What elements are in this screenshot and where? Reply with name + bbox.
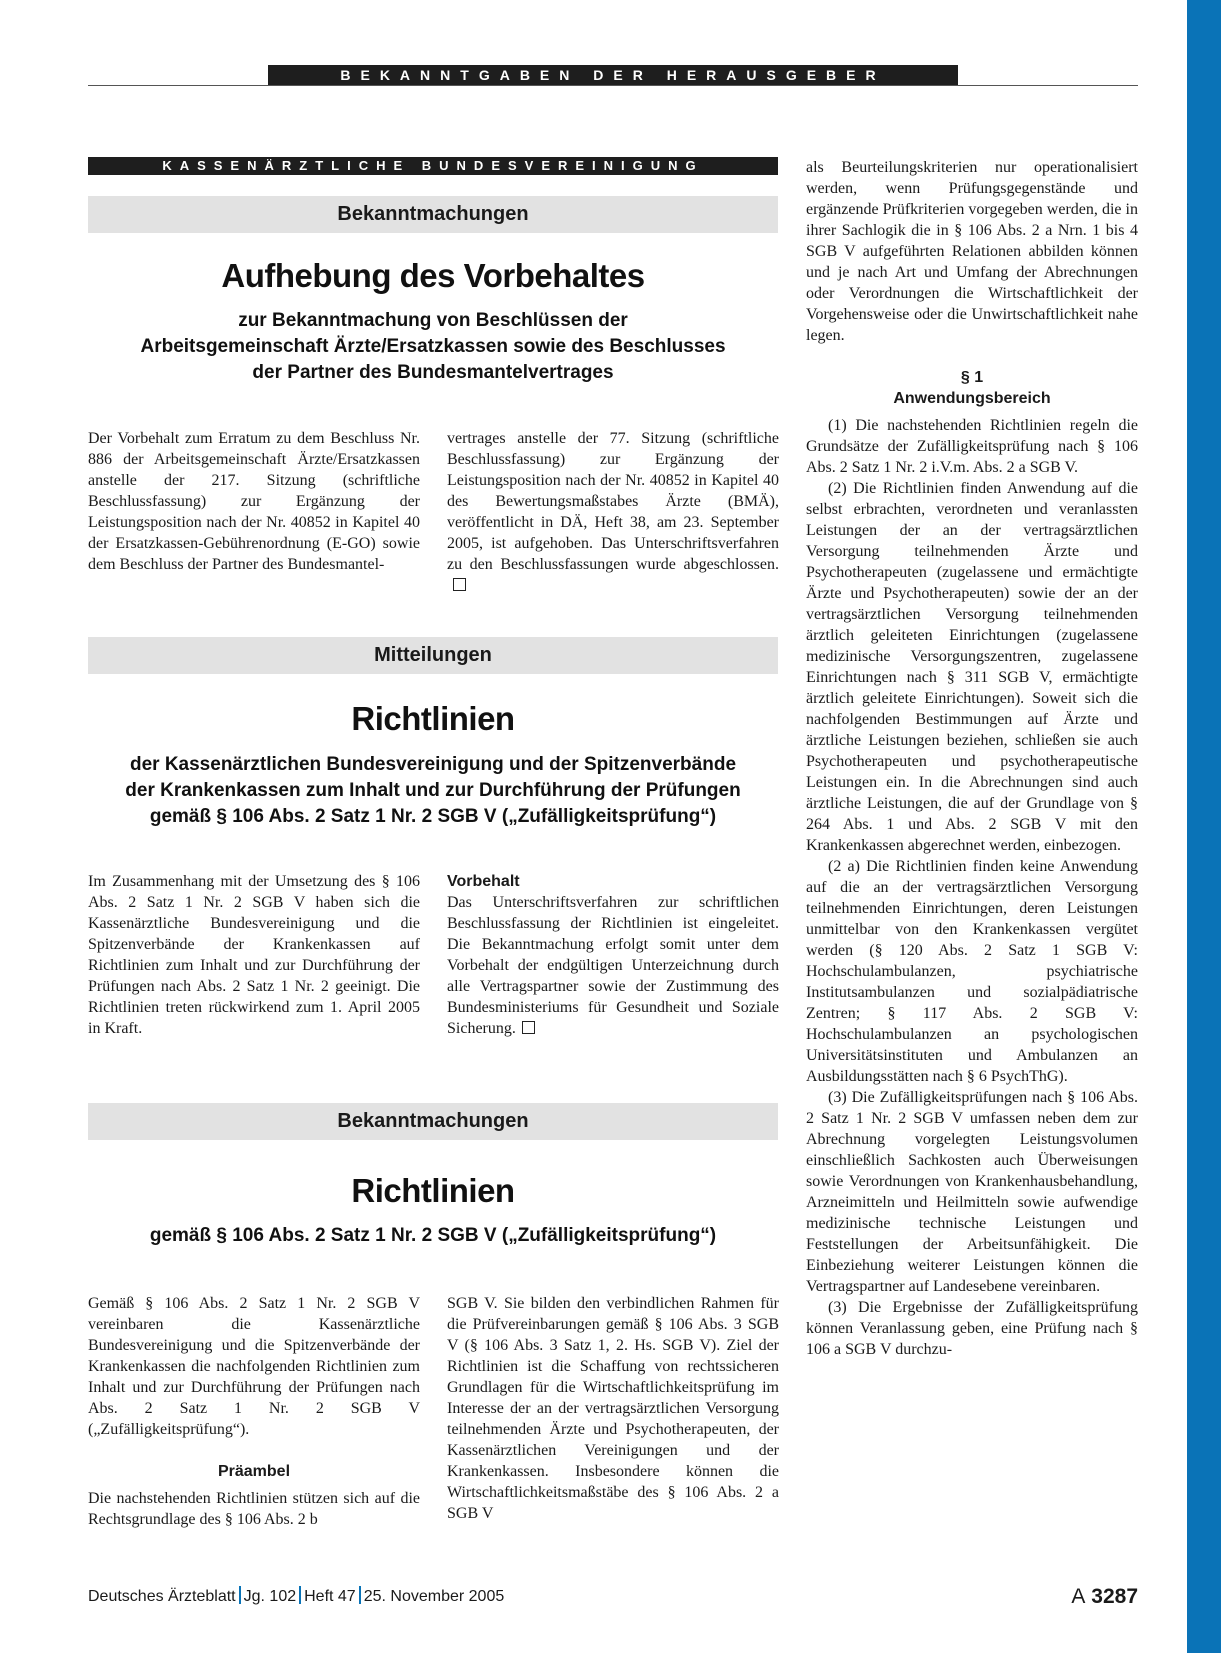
article-subtitle-aufhebung	[88, 308, 778, 386]
aufhebung-col1	[88, 428, 420, 575]
subtitle-line: Arbeitsgemeinschaft Ärzte/Ersatzkassen sowie des Beschlusses	[140, 336, 726, 357]
page-footer	[88, 1583, 1138, 1611]
paragraph-title: Anwendungsbereich	[893, 390, 1051, 407]
body-text: als Beurteilungskriterien nur operationalisiert werden, wenn Prüfungsgegenstände und ergänzende Prüfkriterien vorgegeben werden, die in ihrer Sachlogik die in § 106 Abs. 2 a Nrn. 1 bis 4 SGB V aufgeführten Relationen abbilden können und je nach Art und Umfang der Abrechnungen oder Verordnungen die Wirtschaftlichkeit der Vorgehensweise oder die Unwirtschaftlichkeit nahe legen.	[806, 159, 1138, 344]
end-mark-icon	[453, 578, 466, 591]
paragraph-number: § 1	[960, 369, 984, 386]
right-column	[806, 157, 1138, 1360]
journal-name: Deutsches Ärzteblatt	[88, 1588, 236, 1605]
praeambel-heading: Präambel	[217, 1463, 291, 1480]
richtlinien-col2	[447, 1293, 779, 1524]
volume: Jg. 102	[243, 1588, 297, 1605]
mitteilungen-col1	[88, 871, 420, 1039]
article-title-richtlinien-1: Richtlinien	[351, 700, 515, 737]
header-rule	[88, 85, 1138, 86]
issue-date: 25. November 2005	[363, 1588, 505, 1605]
body-text: SGB V. Sie bilden den verbindlichen Rahmen für die Prüfvereinbarungen gemäß § 106 Abs. 3 SGB V (§ 106 Abs. 3 Satz 1, 2. Hs. SGB V). Ziel der Richtlinien ist die Schaffung von rechtssicheren Grundlagen für die Wirtschaftlichkeitsprüfung im Interesse der an der vertragsärztlichen Versorgung teilnehmenden Ärzte und Psychotherapeuten, der Kassenärztlichen Vereinigungen und der Krankenkassen. Insbesondere können die Wirtschaftlichkeitsmaßstäbe des § 106 Abs. 2 a SGB V	[447, 1295, 779, 1522]
issue: Heft 47	[304, 1588, 356, 1605]
page-number	[1071, 1583, 1138, 1611]
subtitle-line: gemäß § 106 Abs. 2 Satz 1 Nr. 2 SGB V („Zufälligkeitsprüfung“)	[149, 806, 717, 827]
article-title-richtlinien-2: Richtlinien	[351, 1172, 515, 1209]
org-band: KASSENÄRZTLICHE BUNDESVEREINIGUNG	[88, 157, 778, 175]
article-title-aufhebung: Aufhebung des Vorbehaltes	[221, 257, 645, 294]
body-text: vertrages anstelle der 77. Sitzung (schriftliche Beschlussfassung) zur Ergänzung der Leistungsposition nach der Nr. 40852 in Kapitel 40 des Bewertungsmaßstabes Ärzte (BMÄ), veröffentlicht in DÄ, Heft 38, am 23. September 2005, ist aufgehoben. Das Unterschriftsverfahren zu den Beschlussfassungen wurde abgeschlossen.	[447, 430, 779, 573]
body-text: (2 a) Die Richtlinien finden keine Anwendung auf die an der vertragsärztlichen Versorgung teilnehmenden Einrichtungen, deren Leistungen unmittelbar von den Krankenkassen vergütet werden (§ 120 Abs. 2 Satz 1 SGB V: Hochschulambulanzen, psychiatrische Institutsambulanzen und sozialpädiatrische Zentren; § 117 Abs. 2 SGB V: Hochschulambulanzen an psychologischen Universitätsinstituten und Ambulanzen an Ausbildungsstätten nach § 6 PsychThG).	[806, 858, 1138, 1085]
blue-edge-strip	[1187, 0, 1221, 1653]
body-text: (3) Die Zufälligkeitsprüfungen nach § 106 Abs. 2 Satz 1 Nr. 2 SGB V umfassen neben dem zur Abrechnung vorgelegten Leistungsvolumen einschließlich Sachkosten auch Überweisungen sowie Verordnungen von Krankenhausbehandlung, Arzneimitteln und Heilmitteln sowie aufwendige medizinische technische Leistungen und Feststellungen der Arbeitsunfähigkeit. Die Einbeziehung weiterer Leistungen können die Vertragspartner auf Landesebene vereinbaren.	[806, 1089, 1138, 1295]
subtitle-line: zur Bekanntmachung von Beschlüssen der	[238, 310, 628, 331]
subtitle-line: gemäß § 106 Abs. 2 Satz 1 Nr. 2 SGB V („Zufälligkeitsprüfung“)	[149, 1225, 717, 1246]
body-text: (2) Die Richtlinien finden Anwendung auf die selbst erbrachten, verordneten und veranlassten Leistungen der an der vertragsärztlichen Versorgung teilnehmenden Ärzte und Psychotherapeuten (zugelassene und ermächtigte Ärzte und Psychotherapeuten) sowie der an der vertragsärztlichen Versorgung teilnehmenden ärztlich geleiteten Einrichtungen (zugelassene medizinische Versorgungszentren, zugelassene Einrichtungen nach § 311 SGB V, ermächtigte ärztlich geleitete Einrichtungen). Soweit sich die nachfolgenden Bestimmungen auf Ärzte und ärztliche Leistungen beziehen, schließen sie auch Psychotherapeuten und psychotherapeutische Leistungen ein. In die Abrechnungen sind auch ärztliche Leistungen, die auf der Grundlage von § 264 Abs. 1 und Abs. 2 SGB V mit den Krankenkassen abgerechnet werden, einbezogen.	[806, 480, 1138, 854]
page-prefix: A	[1071, 1585, 1086, 1608]
body-text: Im Zusammenhang mit der Umsetzung des § 106 Abs. 2 Satz 1 Nr. 2 SGB V haben sich die Kassenärztliche Bundesvereinigung und die Spitzenverbände der Krankenkassen auf Richtlinien zum Inhalt und zur Durchführung der Prüfungen nach Abs. 2 Satz 1 Nr. 2 geeinigt. Die Richtlinien treten rückwirkend zum 1. April 2005 in Kraft.	[88, 873, 420, 1037]
article-subtitle-richtlinien-2	[88, 1223, 778, 1249]
section-band-bekanntmachungen-2: Bekanntmachungen	[88, 1103, 778, 1140]
body-text: Gemäß § 106 Abs. 2 Satz 1 Nr. 2 SGB V vereinbaren die Kassenärztliche Bundesvereinigung und die Spitzenverbände der Krankenkassen die nachfolgenden Richtlinien zum Inhalt und zur Durchführung der Prüfungen nach Abs. 2 Satz 1 Nr. 2 SGB V („Zufälligkeitsprüfung“).	[88, 1295, 420, 1438]
footer-separator	[359, 1586, 361, 1604]
body-text: Die nachstehenden Richtlinien stützen sich auf die Rechtsgrundlage des § 106 Abs. 2 b	[88, 1490, 420, 1528]
subtitle-line: der Krankenkassen zum Inhalt und zur Durchführung der Prüfungen	[125, 780, 741, 801]
body-text: Das Unterschriftsverfahren zur schriftlichen Beschlussfassung der Richtlinien ist eingeleitet. Die Bekanntmachung erfolgt somit unter dem Vorbehalt der endgültigen Unterzeichnung durch alle Vertragspartner sowie der Zustimmung des Bundesministeriums für Gesundheit und Soziale Sicherung.	[447, 894, 779, 1037]
richtlinien-col1	[88, 1293, 420, 1530]
body-text: (1) Die nachstehenden Richtlinien regeln die Grundsätze der Zufälligkeitsprüfung nach § 106 Abs. 2 Satz 1 Nr. 2 i.V.m. Abs. 2 a SGB V.	[806, 417, 1138, 476]
section-band-mitteilungen: Mitteilungen	[88, 637, 778, 674]
page-number-value: 3287	[1091, 1585, 1138, 1608]
end-mark-icon	[522, 1021, 535, 1034]
vorbehalt-heading: Vorbehalt	[447, 873, 520, 890]
body-text: Der Vorbehalt zum Erratum zu dem Beschluss Nr. 886 der Arbeitsgemeinschaft Ärzte/Ersatzkassen anstelle der 217. Sitzung (schriftliche Beschlussfassung) zur Ergänzung der Leistungsposition nach der Nr. 40852 in Kapitel 40 der Ersatzkassen-Gebührenordnung (E-GO) sowie dem Beschluss der Partner des Bundesmantel-	[88, 430, 420, 573]
section-header-band: BEKANNTGABEN DER HERAUSGEBER	[268, 65, 958, 85]
subtitle-line: der Kassenärztlichen Bundesvereinigung und der Spitzenverbände	[129, 754, 737, 775]
section-band-bekanntmachungen-1: Bekanntmachungen	[88, 196, 778, 233]
subtitle-line: der Partner des Bundesmantelvertrages	[252, 362, 614, 383]
article-subtitle-richtlinien-1	[88, 752, 778, 830]
mitteilungen-col2	[447, 871, 779, 1039]
footer-separator	[299, 1586, 301, 1604]
body-text: (3) Die Ergebnisse der Zufälligkeitsprüfung können Veranlassung geben, eine Prüfung nach § 106 a SGB V durchzu-	[806, 1299, 1138, 1358]
aufhebung-col2	[447, 428, 779, 596]
footer-separator	[239, 1586, 241, 1604]
